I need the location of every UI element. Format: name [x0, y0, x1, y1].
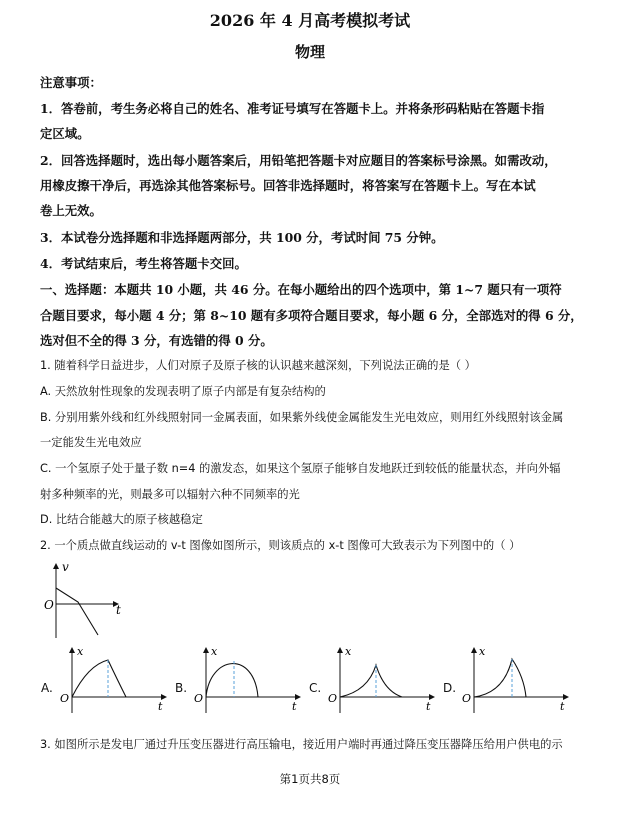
option-c-origin: O: [328, 692, 338, 705]
vt-x-label: t: [116, 603, 121, 617]
notice-line: 2．回答选择题时，选出每小题答案后，用铅笔把答题卡对应题目的答案标号涂黑。如需改动，: [40, 153, 557, 168]
notice-line: 定区域。: [40, 126, 90, 141]
option-d-x-label: t: [560, 700, 565, 713]
question-1-option-b: B. 分别用紫外线和红外线照射同一金属表面，如果紫外线使金属能发生光电效应，则用红外线照射该金属: [40, 411, 564, 424]
question-1-stem: 1. 随着科学日益进步，人们对原子及原子核的认识越来越深刻，下列说法正确的是（ ）: [40, 359, 476, 372]
page-number: 第1页共8页: [279, 772, 341, 786]
section-instruction: 选对但不全的得 3 分，有选错的得 0 分。: [40, 333, 273, 348]
vt-graph: [40, 560, 140, 640]
question-1-option-b-cont: 一定能发生光电效应: [40, 436, 142, 449]
option-a-letter: A.: [41, 681, 53, 695]
section-instruction: 一、选择题：本题共 10 小题，共 46 分。在每小题给出的四个选项中，第 1~7 题只有一项符: [40, 282, 562, 297]
question-1-option-d: D. 比结合能越大的原子核越稳定: [40, 513, 203, 526]
vt-y-label: v: [62, 560, 69, 574]
question-1-option-a: A. 天然放射性现象的发现表明了原子内部是有复杂结构的: [40, 385, 326, 398]
vt-origin-label: O: [44, 598, 54, 612]
option-c-curve: [340, 665, 402, 697]
option-a-origin: O: [60, 692, 70, 705]
section-instruction: 合题目要求，每小题 4 分；第 8~10 题有多项符合题目要求，每小题 6 分，全部选对的得 6 分，: [40, 308, 583, 323]
option-d-graph: [460, 645, 580, 715]
option-d-curve: [474, 659, 526, 697]
notice-heading: 注意事项：: [40, 75, 102, 90]
vt-curve: [56, 588, 98, 635]
question-1-option-c: C. 一个氢原子处于量子数 n=4 的激发态，如果这个氢原子能够自发地跃迁到较低的能量状态，并向外辐: [40, 462, 561, 475]
option-b-graph: [192, 645, 312, 715]
option-b-letter: B.: [175, 681, 188, 695]
question-2-stem: 2. 一个质点做直线运动的 v-t 图像如图所示，则该质点的 x-t 图像可大致表示为下列图中的（ ）: [40, 539, 521, 552]
notice-line: 4．考试结束后，考生将答题卡交回。: [40, 256, 247, 271]
question-1-option-c-cont: 射多种频率的光，则最多可以辐射六种不同频率的光: [40, 488, 300, 501]
option-a-curve: [72, 660, 126, 697]
notice-line: 用橡皮擦干净后，再选涂其他答案标号。回答非选择题时，将答案写在答题卡上。写在本试: [40, 178, 536, 193]
option-c-x-label: t: [426, 700, 431, 713]
notice-line: 1．答卷前，考生务必将自己的姓名、准考证号填写在答题卡上。并将条形码粘贴在答题卡指: [40, 101, 545, 116]
subject-title: 物理: [294, 43, 325, 61]
exam-title: 2026 年 4 月高考模拟考试: [209, 11, 411, 30]
option-b-curve: [206, 664, 258, 697]
option-d-origin: O: [462, 692, 472, 705]
question-3-stem: 3. 如图所示是发电厂通过升压变压器进行高压输电，接近用户端时再通过降压变压器降压给用户供电的示: [40, 738, 563, 751]
option-d-letter: D.: [443, 681, 457, 695]
option-b-x-label: t: [292, 700, 297, 713]
notice-line: 3．本试卷分选择题和非选择题两部分，共 100 分，考试时间 75 分钟。: [40, 230, 444, 245]
option-a-graph: [58, 645, 178, 715]
option-c-y-label: x: [345, 645, 352, 658]
option-c-letter: C.: [309, 681, 322, 695]
option-a-y-label: x: [77, 645, 84, 658]
option-c-graph: [326, 645, 446, 715]
option-a-x-label: t: [158, 700, 163, 713]
option-b-origin: O: [194, 692, 204, 705]
option-b-y-label: x: [211, 645, 218, 658]
option-d-y-label: x: [479, 645, 486, 658]
notice-line: 卷上无效。: [40, 203, 102, 218]
